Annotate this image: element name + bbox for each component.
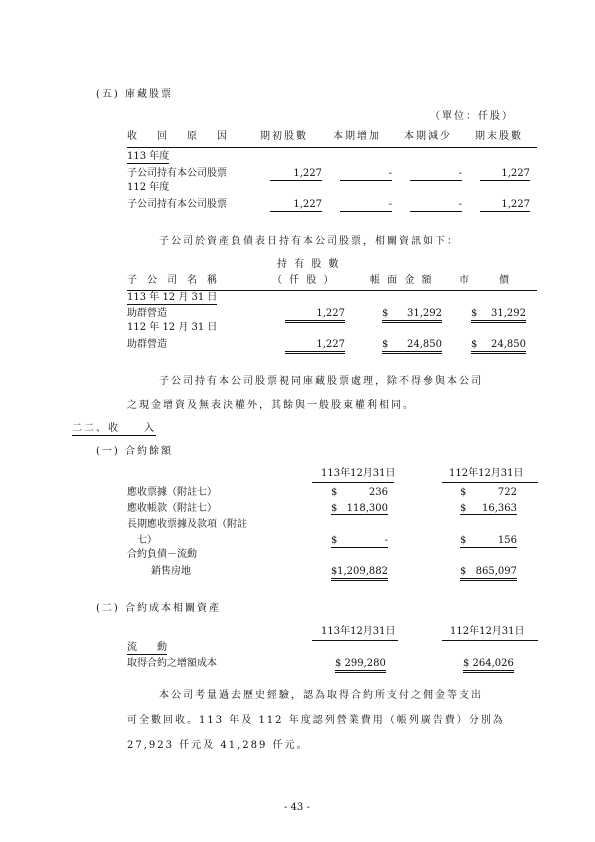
market-113	[471, 308, 526, 323]
currency-sign: $	[331, 487, 338, 498]
accounts-receivable-113-value: 118,300	[346, 503, 388, 514]
currency-sign: $	[382, 308, 389, 319]
unit-label: （單位：仟股）	[430, 111, 514, 122]
shares-header-bottom: （ 仟 股 ）	[272, 275, 336, 286]
market-112-value: 24,850	[491, 339, 526, 350]
currency-sign: $	[471, 339, 478, 350]
notes-receivable-label: 應收票據（附註七）	[127, 487, 217, 498]
page-number: - 43 -	[284, 802, 310, 813]
book-value-header: 帳 面 金 額	[370, 275, 434, 286]
long-term-receivable-112	[460, 535, 517, 548]
currency-sign: $	[460, 487, 467, 498]
current-label: 流 動	[127, 642, 167, 653]
date112-label: 112 年 12 月 31 日	[127, 322, 218, 333]
notes-receivable-113-value: 236	[368, 487, 388, 498]
currency-sign: $	[460, 535, 467, 546]
book-112	[382, 339, 442, 354]
contract-liability-113-value: 1,209,882	[337, 566, 388, 577]
receivable-subtotal-rule	[331, 514, 388, 515]
cost-paragraph-line3: 27,923 仟元及 41,289 仟元。	[127, 740, 309, 751]
contract-liability-112-value: 865,097	[475, 566, 517, 577]
shares-112: 1,227	[285, 339, 345, 354]
book-113-value: 31,292	[407, 308, 442, 319]
accounts-receivable-label: 應收帳款（附註七）	[127, 503, 217, 514]
currency-sign: $	[460, 503, 467, 514]
sub2-col1-rule	[312, 640, 398, 641]
shares-header-top: 持 有 股 數	[277, 259, 341, 270]
currency-sign: $	[331, 535, 338, 546]
incremental-cost-112: $ 264,026	[463, 658, 514, 673]
sub2-col2-header: 112年12月31日	[450, 626, 525, 637]
long-term-receivable-113-value: -	[384, 535, 388, 546]
contract-liability-113	[331, 566, 388, 581]
subsidiary-name-header: 子 公 司 名 稱	[127, 275, 217, 286]
cost-paragraph-line1: 本公司考量過去歷史經驗，認為取得合約所支付之佣金等支出	[159, 690, 483, 701]
notes-receivable-112-value: 722	[497, 487, 517, 498]
sub2-col1-header: 113年12月31日	[321, 626, 396, 637]
treasury-113-decrease: -	[410, 168, 462, 181]
treasury-112-end: 1,227	[480, 199, 530, 212]
long-term-receivable-113	[331, 535, 388, 548]
treasury-header-end: 期末股數	[475, 131, 523, 142]
notes-receivable-112	[460, 487, 517, 499]
col2-header: 112年12月31日	[449, 468, 524, 479]
treasury-header-reason: 收 回 原 因	[127, 131, 227, 142]
cost-paragraph-line2: 可全數回收。113 年及 112 年度認列營業費用（帳列廣告費）分別為	[127, 715, 505, 726]
incremental-cost-label: 取得合約之增額成本	[127, 658, 217, 669]
date113-label: 113 年 12 月 31 日	[127, 292, 218, 303]
currency-sign: $	[331, 566, 338, 577]
col1-rule	[312, 482, 394, 483]
sub2-col2-rule	[442, 640, 538, 641]
treasury-header-decrease: 本期減少	[404, 131, 452, 142]
col1-header: 113年12月31日	[321, 468, 396, 479]
treasury-row-label: 子公司持有本公司股票	[127, 168, 227, 179]
subsidiary-intro: 子公司於資產負債表日持有本公司股票，相關資訊如下：	[159, 236, 459, 247]
contract-cost-title: (二) 合約成本相關資產	[96, 603, 221, 614]
currency-sign: $	[460, 566, 467, 577]
book-112-value: 24,850	[407, 339, 442, 350]
contract-liability-label: 合約負債－流動	[127, 549, 197, 560]
long-term-receivable-112-value: 156	[497, 535, 517, 546]
contract-liability-112	[460, 566, 517, 581]
long-term-receivable-label: 長期應收票據及款項（附註	[127, 519, 247, 530]
company-name: 助群營造	[127, 308, 167, 319]
col2-rule	[442, 482, 538, 483]
section5-title: (五) 庫藏股票	[96, 89, 173, 100]
subsidiary-note-line2: 之現金增資及無表決權外，其餘與一般股東權利相同。	[127, 400, 415, 411]
long-term-receivable-label-cont: 七）	[137, 535, 157, 546]
market-113-value: 31,292	[491, 308, 526, 319]
treasury-112-decrease: -	[410, 199, 462, 212]
year112-label: 112 年度	[127, 182, 170, 193]
section22-title: 二二、收 入	[72, 423, 156, 434]
treasury-113-end: 1,227	[480, 168, 530, 181]
incremental-cost-113: $ 299,280	[335, 658, 386, 673]
subsidiary-header-rule	[127, 290, 537, 291]
treasury-113-increase: -	[340, 168, 392, 181]
treasury-header-increase: 本期增加	[333, 131, 381, 142]
property-sales-label: 銷售房地	[151, 566, 191, 577]
treasury-113-begin: 1,227	[270, 168, 322, 181]
book-113	[382, 308, 442, 323]
notes-receivable-113	[331, 487, 388, 499]
contract-balance-title: (一) 合約餘額	[96, 446, 173, 457]
treasury-112-begin: 1,227	[270, 199, 322, 212]
currency-sign: $	[331, 503, 338, 514]
subsidiary-note-line1: 子公司持有本公司股票視同庫藏股票處理，除不得參與本公司	[159, 376, 483, 387]
currency-sign: $	[471, 308, 478, 319]
accounts-receivable-112-value: 16,363	[482, 503, 517, 514]
currency-sign: $	[382, 339, 389, 350]
treasury-header-begin: 期初股數	[260, 131, 308, 142]
market-112	[471, 339, 526, 354]
treasury-row-label: 子公司持有本公司股票	[127, 199, 227, 210]
company-name: 助群營造	[127, 339, 167, 350]
year113-label: 113 年度	[127, 151, 170, 162]
header-rule	[127, 147, 537, 148]
treasury-112-increase: -	[340, 199, 392, 212]
market-price-header: 市 價	[459, 275, 509, 286]
receivable-subtotal-rule	[460, 514, 517, 515]
shares-113: 1,227	[285, 308, 345, 323]
